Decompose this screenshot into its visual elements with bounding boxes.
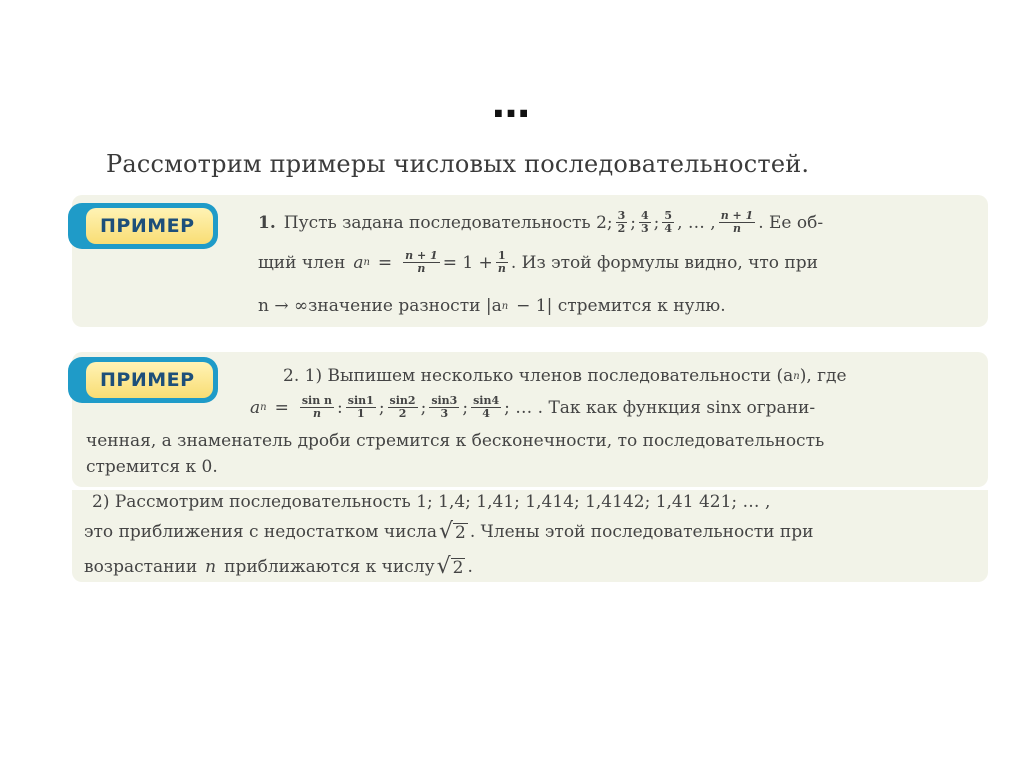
text: щий член bbox=[258, 252, 346, 273]
sqrt-symbol: √ 2 bbox=[438, 519, 466, 544]
fraction: $\frac{5}{4}$ bbox=[664, 209, 673, 235]
fraction: $\frac{\text{sin n}}{n}$ bbox=[301, 394, 333, 420]
fraction: $\frac{\sin 1}{1}$ bbox=[347, 394, 374, 420]
example2-line3: ченная, а знаменатель дроби стремится к бесконечности, то последовательность bbox=[86, 431, 825, 451]
sqrt-symbol: √ 2 bbox=[436, 554, 464, 579]
equals: = bbox=[274, 397, 289, 418]
fraction: $\frac{n + 1}{n}$ bbox=[720, 209, 754, 235]
fraction: $\frac{1}{n}$ bbox=[497, 249, 506, 275]
variable: a bbox=[353, 252, 364, 273]
badge-label: ПРИМЕР bbox=[86, 362, 213, 398]
fraction: $\frac{3}{2}$ bbox=[617, 209, 626, 235]
intro-text: Рассмотрим примеры числовых последовательностей. bbox=[106, 150, 810, 178]
example2-line1: 2. 1) Выпишем несколько членов последовательности (a n ), где bbox=[283, 366, 847, 386]
example1-line2: щий член a n = $\frac{n + 1}{n}$ = 1 + $\frac{1}{n}$ . Из этой формулы видно, что при bbox=[258, 249, 818, 275]
variable: n bbox=[205, 557, 217, 577]
example3-line1: 2) Рассмотрим последовательность 1; 1,4; 1,41; 1,414; 1,4142; 1,41 421; … , bbox=[92, 492, 771, 512]
example1-line1: 1. Пусть задана последовательность 2; $\frac{3}{2}$ ; $\frac{4}{3}$ ; $\frac{5}{4}$ , … , $\frac{n + 1}{n}$ . Ее об- bbox=[258, 209, 824, 235]
example3-line2 bbox=[84, 519, 814, 544]
fraction: $\frac{\sin 4}{4}$ bbox=[473, 394, 500, 420]
equals: = bbox=[377, 252, 393, 273]
text: n → ∞значение разности |a bbox=[258, 296, 502, 316]
text: возрастании bbox=[84, 557, 198, 577]
fraction: $\frac{n + 1}{n}$ bbox=[405, 249, 438, 275]
badge-label: ПРИМЕР bbox=[86, 208, 213, 244]
example1-line3: n → ∞значение разности |a n − 1| стремится к нулю. bbox=[258, 296, 726, 316]
text: это приближения с недостатком числа bbox=[84, 522, 437, 542]
example-number: 1. bbox=[258, 212, 276, 233]
text: = 1 + bbox=[442, 252, 493, 273]
text: Пусть задана последовательность 2; bbox=[283, 212, 613, 233]
slide-title: … bbox=[492, 82, 532, 126]
text: . Ее об- bbox=[758, 212, 824, 233]
text: . bbox=[467, 557, 473, 577]
example-badge-1 bbox=[68, 203, 218, 249]
text: ; … . Так как функция sinx ограни- bbox=[504, 397, 816, 418]
fraction: $\frac{\sin 3}{3}$ bbox=[431, 394, 458, 420]
example3-line3 bbox=[84, 554, 473, 579]
example2-line2: a n = $\frac{\text{sin n}}{n}$ : $\frac{\sin 1}{1}$ ; $\frac{\sin 2}{2}$ ; $\frac{\sin 3}{3}$ ; $\frac{\sin 4}{4}$ ; … . Так как функция sinx ограни- bbox=[250, 394, 816, 420]
fraction: $\frac{\sin 2}{2}$ bbox=[389, 394, 416, 420]
text: 2. 1) Выпишем несколько членов последовательности (a bbox=[283, 366, 794, 386]
text: приближаются к числу bbox=[224, 557, 435, 577]
text: ), где bbox=[799, 366, 847, 386]
example-badge-2 bbox=[68, 357, 218, 403]
text: . Члены этой последовательности при bbox=[469, 522, 814, 542]
example2-line4: стремится к 0. bbox=[86, 457, 218, 477]
text: − 1| стремится к нулю. bbox=[516, 296, 726, 316]
text: . Из этой формулы видно, что при bbox=[510, 252, 818, 273]
variable: a bbox=[250, 397, 261, 418]
fraction: $\frac{4}{3}$ bbox=[641, 209, 649, 235]
